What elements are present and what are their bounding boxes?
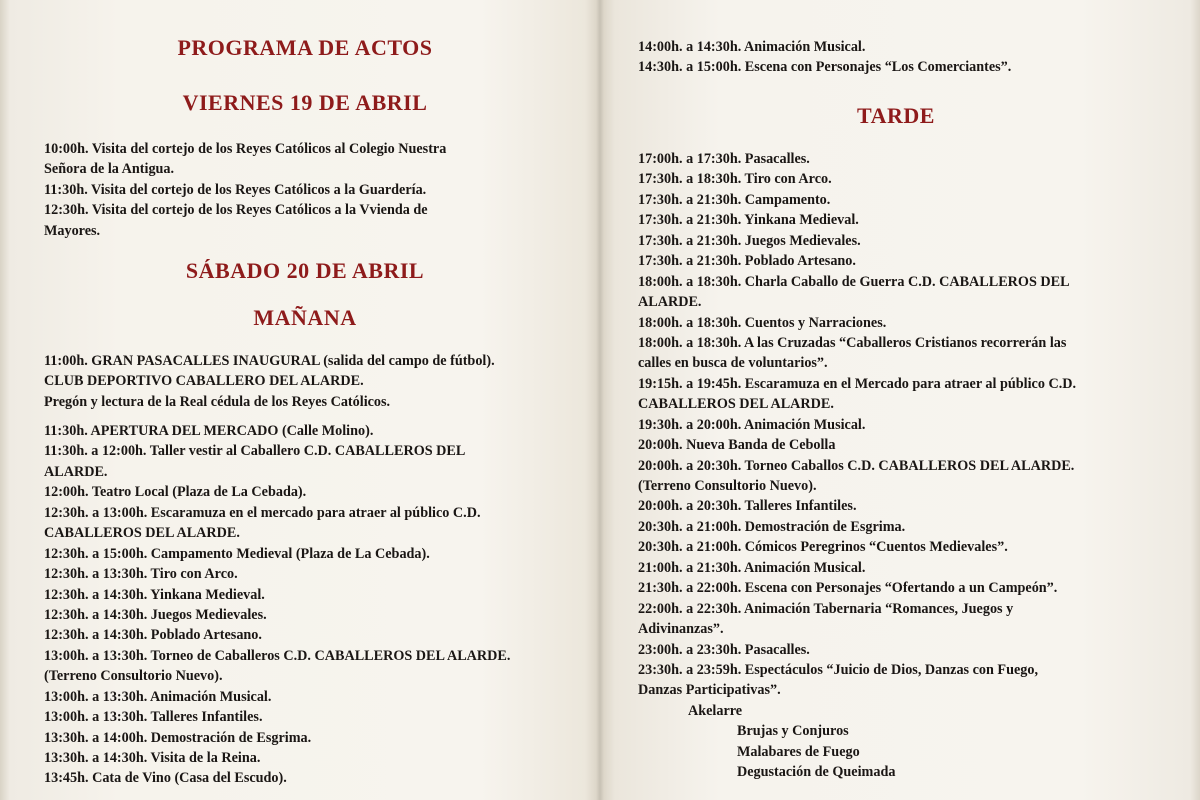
section-heading-morning: MAÑANA [253,305,357,330]
schedule-line: 13:30h. a 14:00h. Demostración de Esgrima. [44,729,312,746]
akelarre-items [638,721,1076,782]
schedule-line: 20:30h. a 21:00h. Cómicos Peregrinos “Cuentos Medievales”. [638,539,1008,556]
schedule-line: 20:30h. a 21:00h. Demostración de Esgrima. [638,518,906,535]
schedule-line: 11:00h. GRAN PASACALLES INAUGURAL (salida del campo de fútbol). [44,353,495,369]
akelarre-label: Akelarre [688,702,743,719]
schedule-line: ALARDE. [44,463,108,480]
schedule-line: 20:00h. a 20:30h. Talleres Infantiles. [638,498,857,515]
schedule-line: 14:30h. a 15:00h. Escena con Personajes “Los Comerciantes”. [638,59,1012,76]
schedule-line: 12:30h. a 14:30h. Poblado Artesano. [44,627,262,644]
schedule-line: 18:00h. a 18:30h. Charla Caballo de Guerra C.D. CABALLEROS DEL [638,273,1070,290]
schedule-line: ALARDE. [638,294,702,311]
schedule-line: 13:00h. a 13:30h. Torneo de Caballeros C.D. CABALLEROS DEL ALARDE. [44,647,511,664]
page-fold [596,0,604,800]
program-title: PROGRAMA DE ACTOS [177,35,433,60]
schedule-line: 12:30h. a 13:30h. Tiro con Arco. [44,566,238,583]
schedule-line: 17:30h. a 21:30h. Campamento. [638,191,831,208]
schedule-line: 12:00h. Teatro Local (Plaza de La Cebada). [44,484,307,501]
schedule-line: Adivinanzas”. [638,621,724,638]
schedule-line: (Terreno Consultorio Nuevo). [44,668,223,685]
schedule-line: 23:00h. a 23:30h. Pasacalles. [638,641,810,658]
schedule-line: 20:00h. Nueva Banda de Cebolla [638,437,836,454]
schedule-line: 12:30h. a 13:00h. Escaramuza en el mercado para atraer al público C.D. [44,504,481,521]
schedule-line: 12:30h. Visita del cortejo de los Reyes Católicos a la Vvienda de [44,202,428,219]
schedule-line: 11:30h. APERTURA DEL MERCADO (Calle Molino). [44,423,374,439]
schedule-line: 11:30h. a 12:00h. Taller vestir al Caballero C.D. CABALLEROS DEL [44,443,466,460]
schedule-line: Pregón y lectura de la Real cédula de los Reyes Católicos. [44,393,391,410]
schedule-line: CABALLEROS DEL ALARDE. [638,396,834,413]
schedule-line: CABALLEROS DEL ALARDE. [44,525,240,542]
schedule-line: 17:30h. a 21:30h. Yinkana Medieval. [638,212,859,229]
schedule-line: 13:00h. a 13:30h. Talleres Infantiles. [44,709,263,726]
schedule-line: 12:30h. a 14:30h. Yinkana Medieval. [44,586,265,603]
day-heading-friday: VIERNES 19 DE ABRIL [182,90,428,115]
schedule-line: Mayores. [44,222,101,239]
afternoon-lines [638,149,1076,701]
schedule-line: Degustación de Queimada [737,764,896,781]
schedule-line: 21:00h. a 21:30h. Animación Musical. [638,559,866,576]
opening-schedule [44,351,495,412]
schedule-line: CLUB DEPORTIVO CABALLERO DEL ALARDE. [44,373,364,390]
section-heading-afternoon: TARDE [857,103,935,128]
schedule-line: Señora de la Antigua. [44,161,175,178]
schedule-line: 13:30h. a 14:30h. Visita de la Reina. [44,750,261,766]
schedule-line: 19:15h. a 19:45h. Escaramuza en el Mercado para atraer al público C.D. [638,375,1077,392]
schedule-line: 18:00h. a 18:30h. Cuentos y Narraciones. [638,314,887,331]
afternoon-schedule [638,149,1076,783]
schedule-line: 22:00h. a 22:30h. Animación Tabernaria “Romances, Juegos y [638,600,1014,617]
schedule-line: Malabares de Fuego [737,743,860,760]
schedule-line: 23:30h. a 23:59h. Espectáculos “Juicio de Dios, Danzas con Fuego, [638,661,1039,678]
schedule-line: 17:30h. a 21:30h. Juegos Medievales. [638,232,861,249]
schedule-line: (Terreno Consultorio Nuevo). [638,478,817,494]
schedule-line: 18:00h. a 18:30h. A las Cruzadas “Caballeros Cristianos recorrerán las [638,334,1067,351]
morning-schedule [44,421,510,789]
midday-schedule [638,37,1011,78]
schedule-line: 12:30h. a 14:30h. Juegos Medievales. [44,606,267,623]
day-heading-saturday: SÁBADO 20 DE ABRIL [185,258,425,283]
schedule-line: 17:30h. a 21:30h. Poblado Artesano. [638,253,856,270]
schedule-line: 13:00h. a 13:30h. Animación Musical. [44,688,272,705]
schedule-line: 12:30h. a 15:00h. Campamento Medieval (Plaza de La Cebada). [44,545,430,562]
schedule-line: 20:00h. a 20:30h. Torneo Caballos C.D. CABALLEROS DEL ALARDE. [638,457,1075,474]
schedule-line: Brujas y Conjuros [737,723,849,740]
schedule-line: 14:00h. a 14:30h. Animación Musical. [638,39,866,55]
schedule-line: 11:30h. Visita del cortejo de los Reyes Católicos a la Guardería. [44,181,427,198]
schedule-line: 13:45h. Cata de Vino (Casa del Escudo). [44,770,287,787]
schedule-line: 17:30h. a 18:30h. Tiro con Arco. [638,171,832,188]
friday-schedule [44,139,446,241]
schedule-line: 10:00h. Visita del cortejo de los Reyes Católicos al Colegio Nuestra [44,141,447,157]
schedule-line: Danzas Participativas”. [638,682,781,699]
schedule-line: 19:30h. a 20:00h. Animación Musical. [638,416,866,433]
schedule-line: calles en busca de voluntarios”. [638,355,828,372]
schedule-line: 21:30h. a 22:00h. Escena con Personajes “Ofertando a un Campeón”. [638,580,1058,597]
schedule-line: 17:00h. a 17:30h. Pasacalles. [638,151,810,167]
